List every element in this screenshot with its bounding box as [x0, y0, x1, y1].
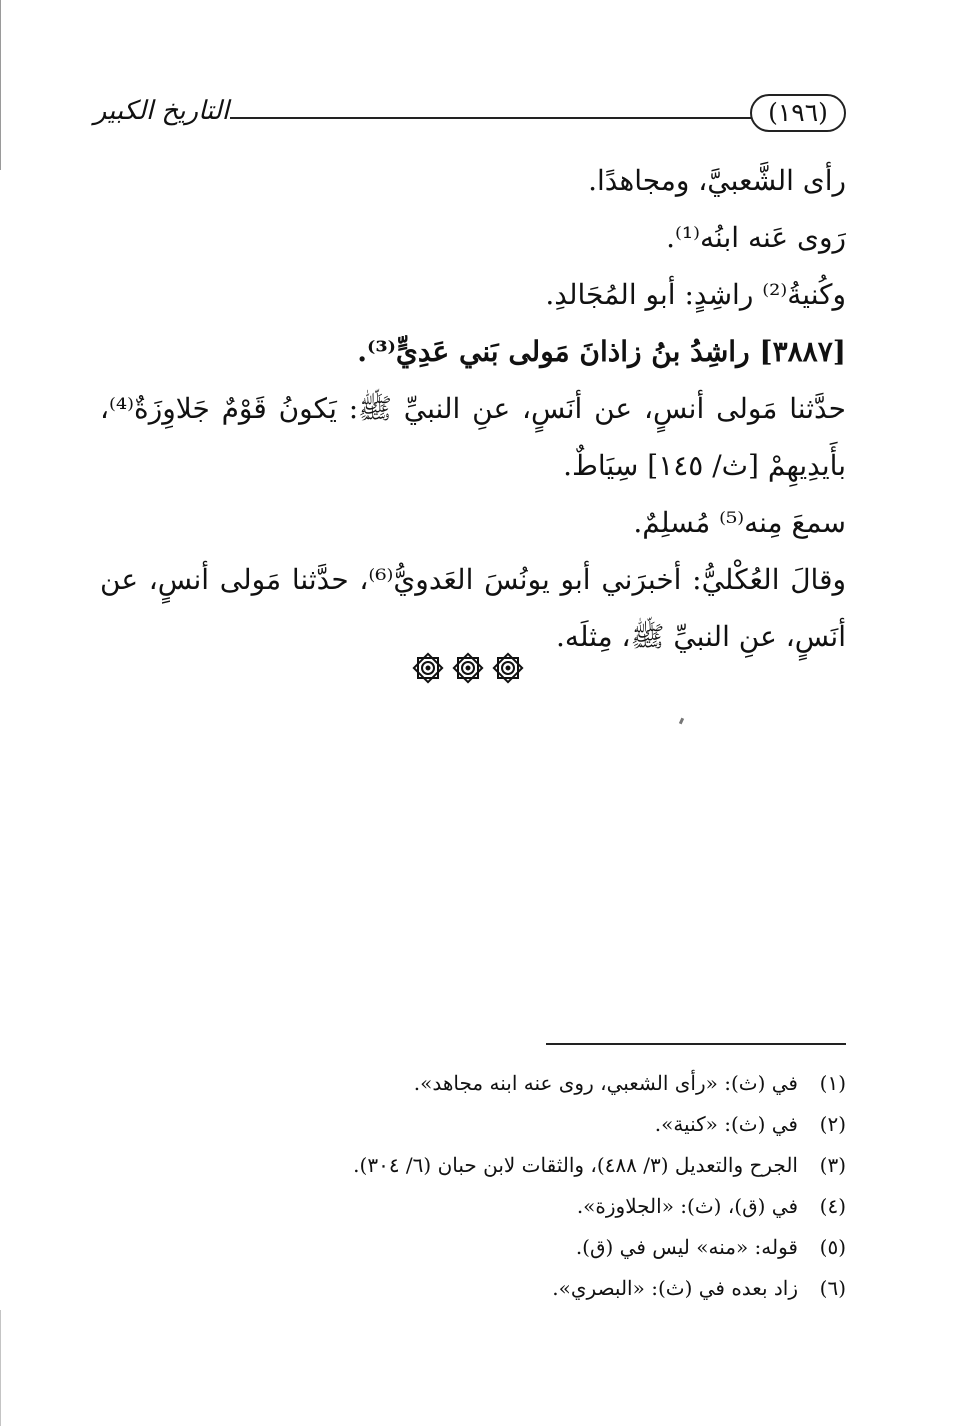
page-number: (١٩٦) [750, 94, 846, 132]
paragraph: رَوى عَنه ابنُه⁽¹⁾. [666, 221, 846, 254]
section-divider [412, 650, 524, 686]
footnote-text: في (ق)، (ث): «الجلاوزة». [576, 1194, 798, 1218]
footnote-item [100, 1104, 846, 1145]
footnote-number: (١) [819, 1071, 846, 1095]
footnote-item [100, 1227, 846, 1268]
paragraph: وكُنيةُ⁽²⁾ راشِدٍ: أبو المُجَالدِ. [545, 278, 846, 311]
footnote-item [100, 1063, 846, 1104]
header-rule [230, 117, 751, 119]
footnote-number: (٢) [819, 1112, 846, 1136]
page-edge [0, 1310, 1, 1426]
ornament-icon [452, 652, 484, 684]
footnote-number: (٥) [819, 1235, 846, 1259]
entry-heading: [٣٨٨٧] راشِدُ بنُ زاذانَ مَولى بَني عَدِيٍّ⁽³⁾. [357, 335, 846, 368]
ornament-icon [492, 652, 524, 684]
footnote-text: في (ث): «كنية». [654, 1112, 798, 1136]
footnote-text: الجرح والتعديل (٣/ ٤٨٨)، والثقات لابن حبان (٦/ ٣٠٤). [353, 1153, 798, 1177]
footnote-text: في (ث): «رأى الشعبي، روى عنه ابنه مجاهد». [413, 1071, 798, 1095]
book-title: التاريخ الكبير [93, 96, 229, 126]
paragraph: حدَّثنا مَولى أنسٍ، عن أنَسٍ، عنِ النبيِّ ﷺ: يَكونُ قَوْمٌ جَلاوِزَةٌ⁽⁴⁾، بأَيدِيهِمْ [ث/ ١٤٥] سِيَاطٌ. [100, 392, 846, 482]
footnote-item [100, 1145, 846, 1186]
footnote-number: (٤) [819, 1194, 846, 1218]
paragraph: سمعَ مِنه⁽⁵⁾ مُسلِمٌ. [633, 506, 846, 539]
footnote-number: (٦) [819, 1276, 846, 1300]
ornament-icon [412, 652, 444, 684]
page-header [93, 88, 846, 142]
paragraph: وقالَ العُكْليُّ: أخبرَني أبو يونُسَ العَدويُّ⁽⁶⁾، حدَّثنا مَولى أنسٍ، عن أنَسٍ، عنِ النبيِّ ﷺ، مِثلَه. [100, 563, 846, 653]
paragraph: رأى الشَّعبيَّ، ومجاهدًا. [588, 164, 846, 197]
footnote-number: (٣) [819, 1153, 846, 1177]
footnote-item [100, 1186, 846, 1227]
footnotes [100, 1063, 846, 1309]
footnote-separator [546, 1043, 846, 1045]
main-text [100, 152, 846, 665]
footnote-text: قوله: «منه» ليس في (ق). [575, 1235, 798, 1259]
footnote-item [100, 1268, 846, 1309]
print-speck [679, 718, 684, 725]
page-edge [0, 0, 1, 170]
footnote-text: زاد بعده في (ث): «البصري». [552, 1276, 798, 1300]
